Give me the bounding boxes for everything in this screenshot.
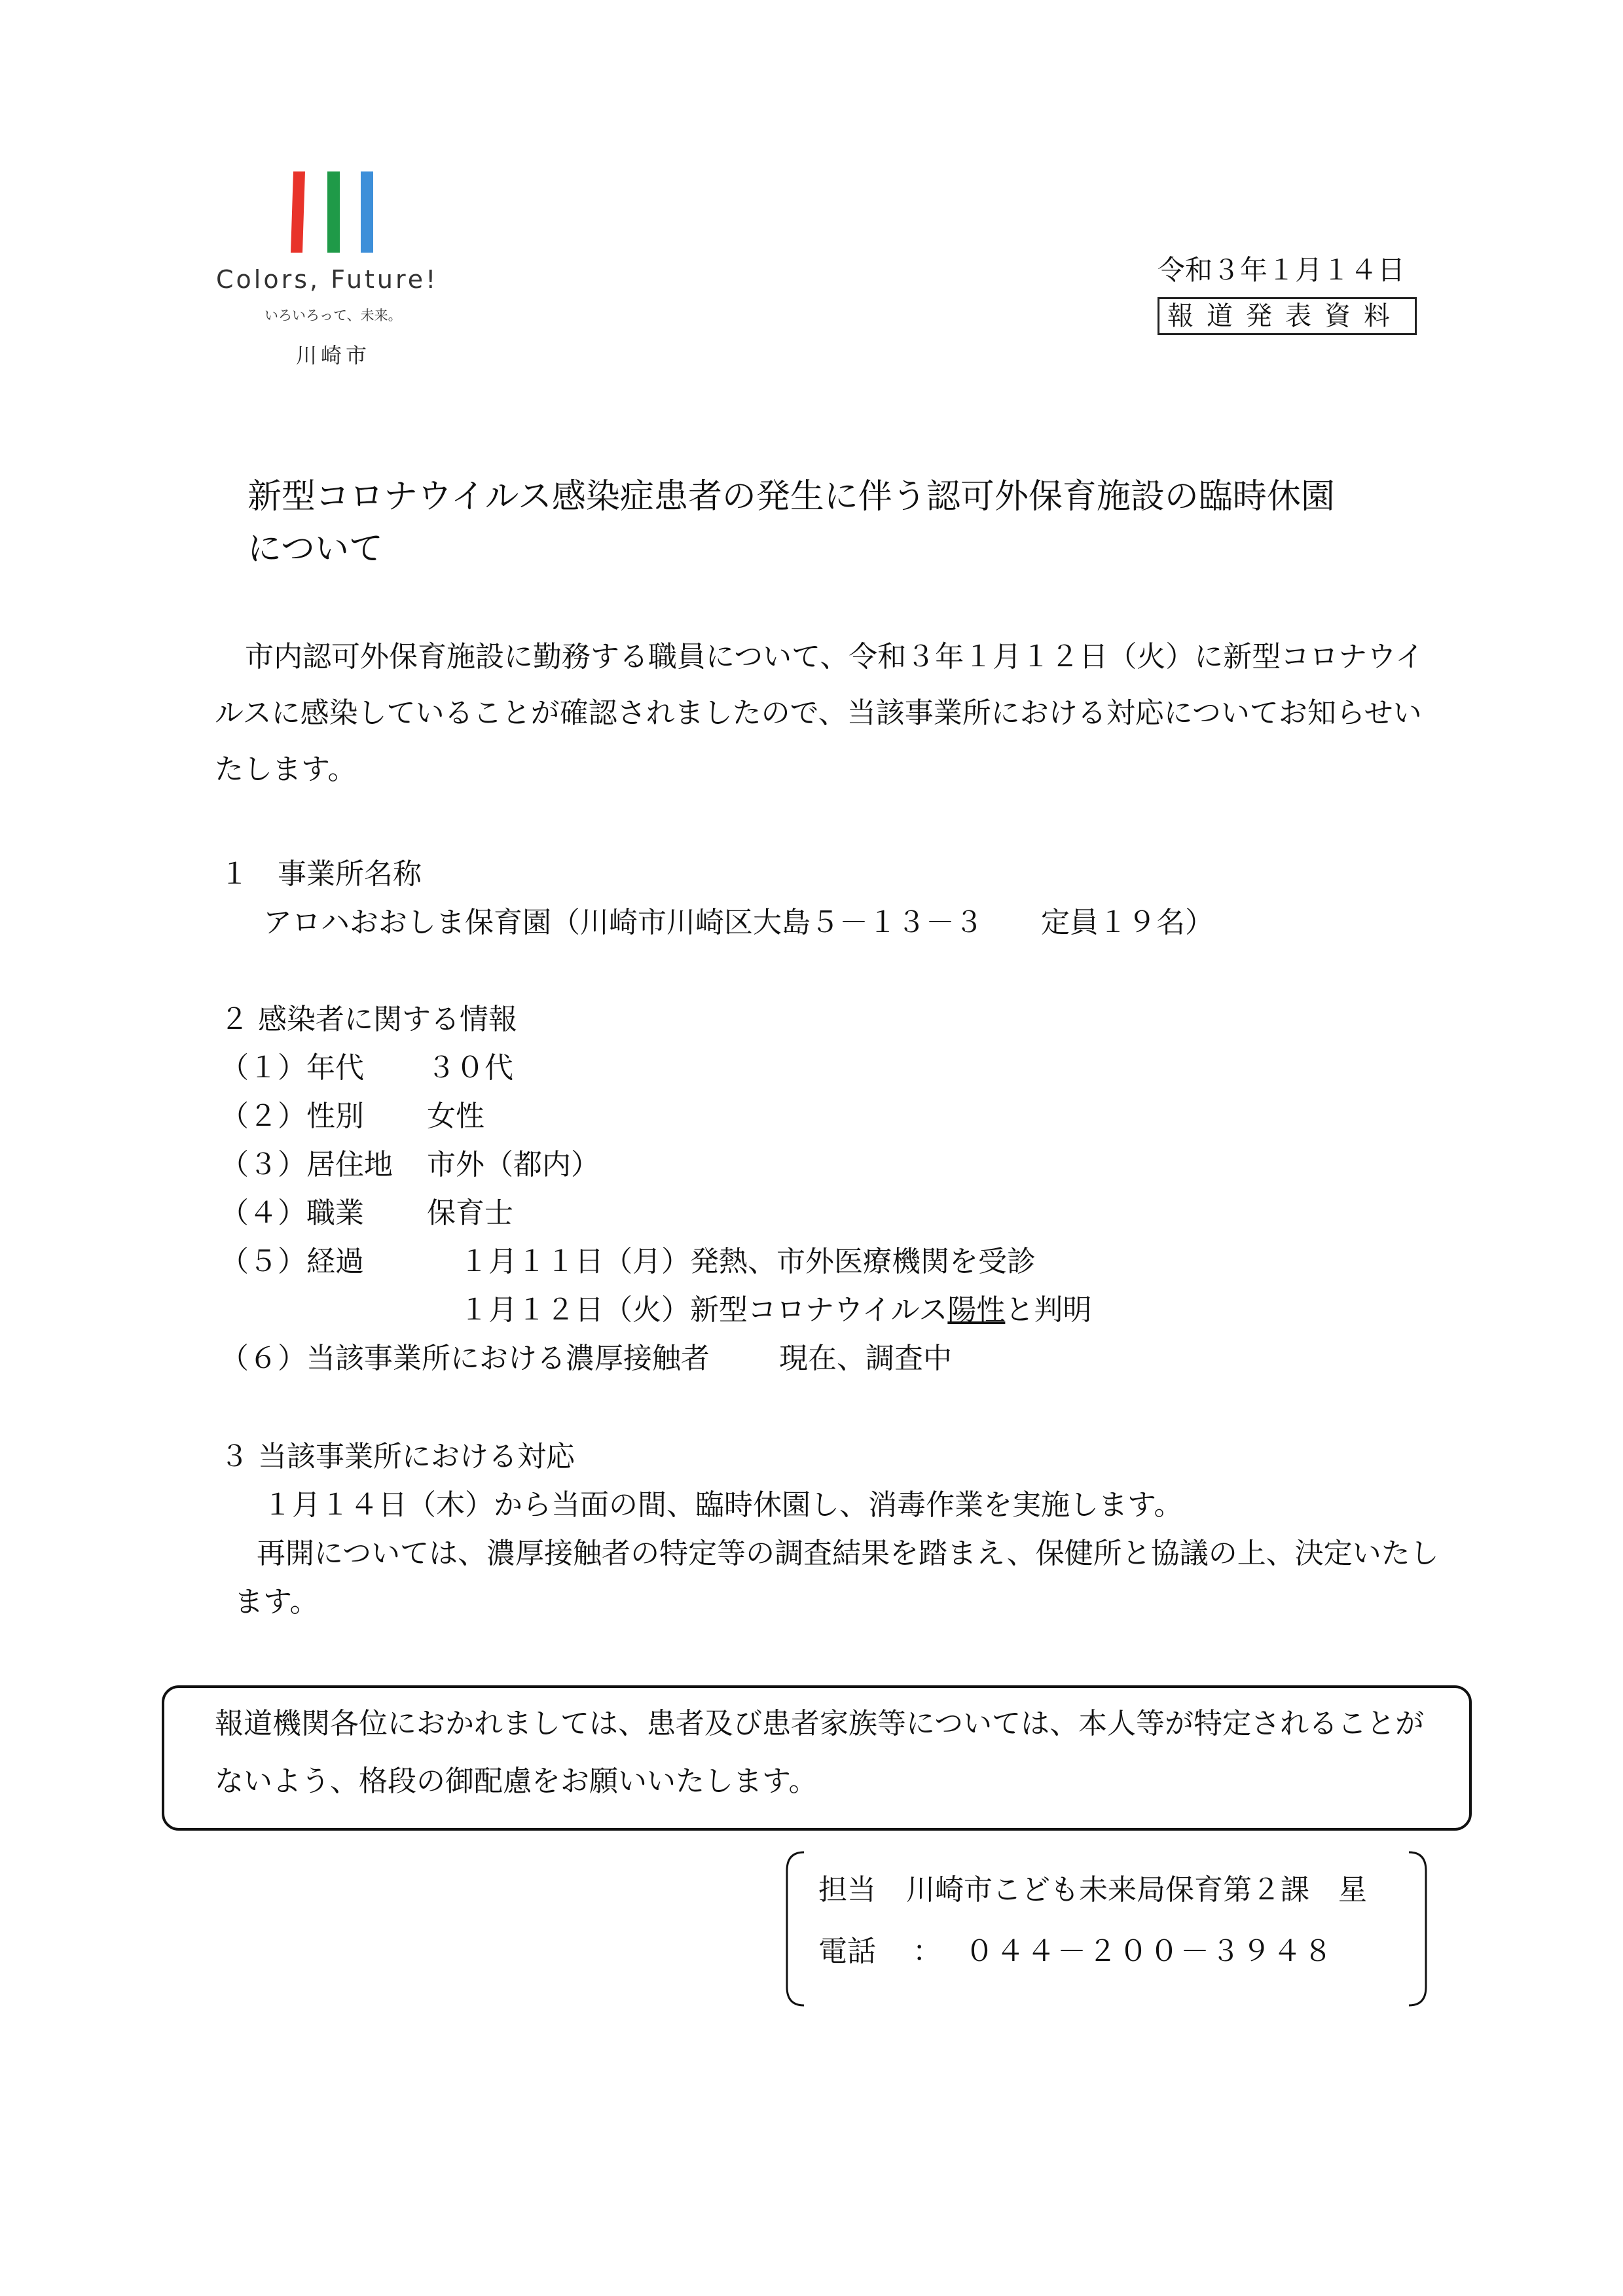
intro-line3: たします。 xyxy=(215,753,357,786)
info-value-gender: 女性 xyxy=(427,1100,484,1133)
info-value-progress-1: １月１１日（月）発熱、市外医療機関を受診 xyxy=(460,1245,1036,1278)
intro-line1: 市内認可外保育施設に勤務する職員について、令和３年１月１２日（火）に新型コロナウイ xyxy=(245,640,1424,673)
release-date: 令和３年１月１４日 xyxy=(1158,254,1406,286)
logo-tagline-en: Colors, Future! xyxy=(216,265,439,294)
info-label-gender: （２）性別 xyxy=(220,1100,364,1133)
logo-city-name: 川崎市 xyxy=(296,343,371,368)
logo-green-bar xyxy=(327,171,340,253)
info-label-residence: （３）居住地 xyxy=(220,1148,393,1181)
logo-blue-bar xyxy=(361,171,373,253)
info-label-age: （１）年代 xyxy=(220,1051,364,1085)
media-notice-line2: ないよう、格段の御配慮をお願いいたします。 xyxy=(215,1765,818,1798)
logo-tagline-jp: いろいろって、未来。 xyxy=(264,308,402,323)
progress-2-prefix: １月１２日（火）新型コロナウイルス xyxy=(460,1293,948,1327)
press-release-label: 報道発表資料 xyxy=(1158,297,1417,335)
contact-phone-separator: ： xyxy=(913,1935,941,1968)
info-label-occupation: （４）職業 xyxy=(220,1196,364,1230)
intro-line2: ルスに感染していることが確認されましたので、当該事業所における対応についてお知らせい xyxy=(215,696,1422,730)
info-value-occupation: 保育士 xyxy=(427,1196,513,1230)
city-logo-icon xyxy=(285,171,385,253)
section3-heading: ３ 当該事業所における対応 xyxy=(220,1440,575,1473)
info-value-age: ３０代 xyxy=(427,1051,513,1085)
info-value-progress-2 xyxy=(460,1293,1092,1327)
media-notice-line1: 報道機関各位におかれましては、患者及び患者家族等については、本人等が特定されることが xyxy=(215,1707,1425,1740)
document-title-line2: について xyxy=(247,529,383,569)
info-value-close-contacts: 現在、調査中 xyxy=(779,1342,952,1375)
contact-person-label: 担当 xyxy=(818,1873,876,1907)
facility-detail: アロハおおしま保育園（川崎市川崎区大島５－１３－３ 定員１９名） xyxy=(263,906,1214,939)
response-line2: 再開については、濃厚接触者の特定等の調査結果を踏まえ、保健所と協議の上、決定いたし xyxy=(257,1537,1439,1570)
section2-heading: ２ 感染者に関する情報 xyxy=(220,1003,517,1036)
document-title-line1: 新型コロナウイルス感染症患者の発生に伴う認可外保育施設の臨時休園 xyxy=(247,477,1335,516)
logo-red-bar xyxy=(291,171,305,253)
progress-2-suffix: と判明 xyxy=(1005,1293,1092,1327)
response-line3: ます。 xyxy=(234,1585,319,1619)
info-value-residence: 市外（都内） xyxy=(427,1148,600,1181)
contact-person-value: 川崎市こども未来局保育第２課 星 xyxy=(906,1873,1367,1907)
response-line1: １月１４日（木）から当面の間、臨時休園し、消毒作業を実施します。 xyxy=(263,1488,1183,1522)
info-label-progress: （５）経過 xyxy=(220,1245,364,1278)
contact-phone-label: 電話 xyxy=(818,1935,876,1968)
section1-heading: １ 事業所名称 xyxy=(220,857,422,891)
info-label-close-contacts: （６）当該事業所における濃厚接触者 xyxy=(220,1342,710,1375)
progress-2-positive: 陽性 xyxy=(947,1293,1006,1327)
contact-phone-value: ０４４－２００－３９４８ xyxy=(965,1935,1334,1968)
